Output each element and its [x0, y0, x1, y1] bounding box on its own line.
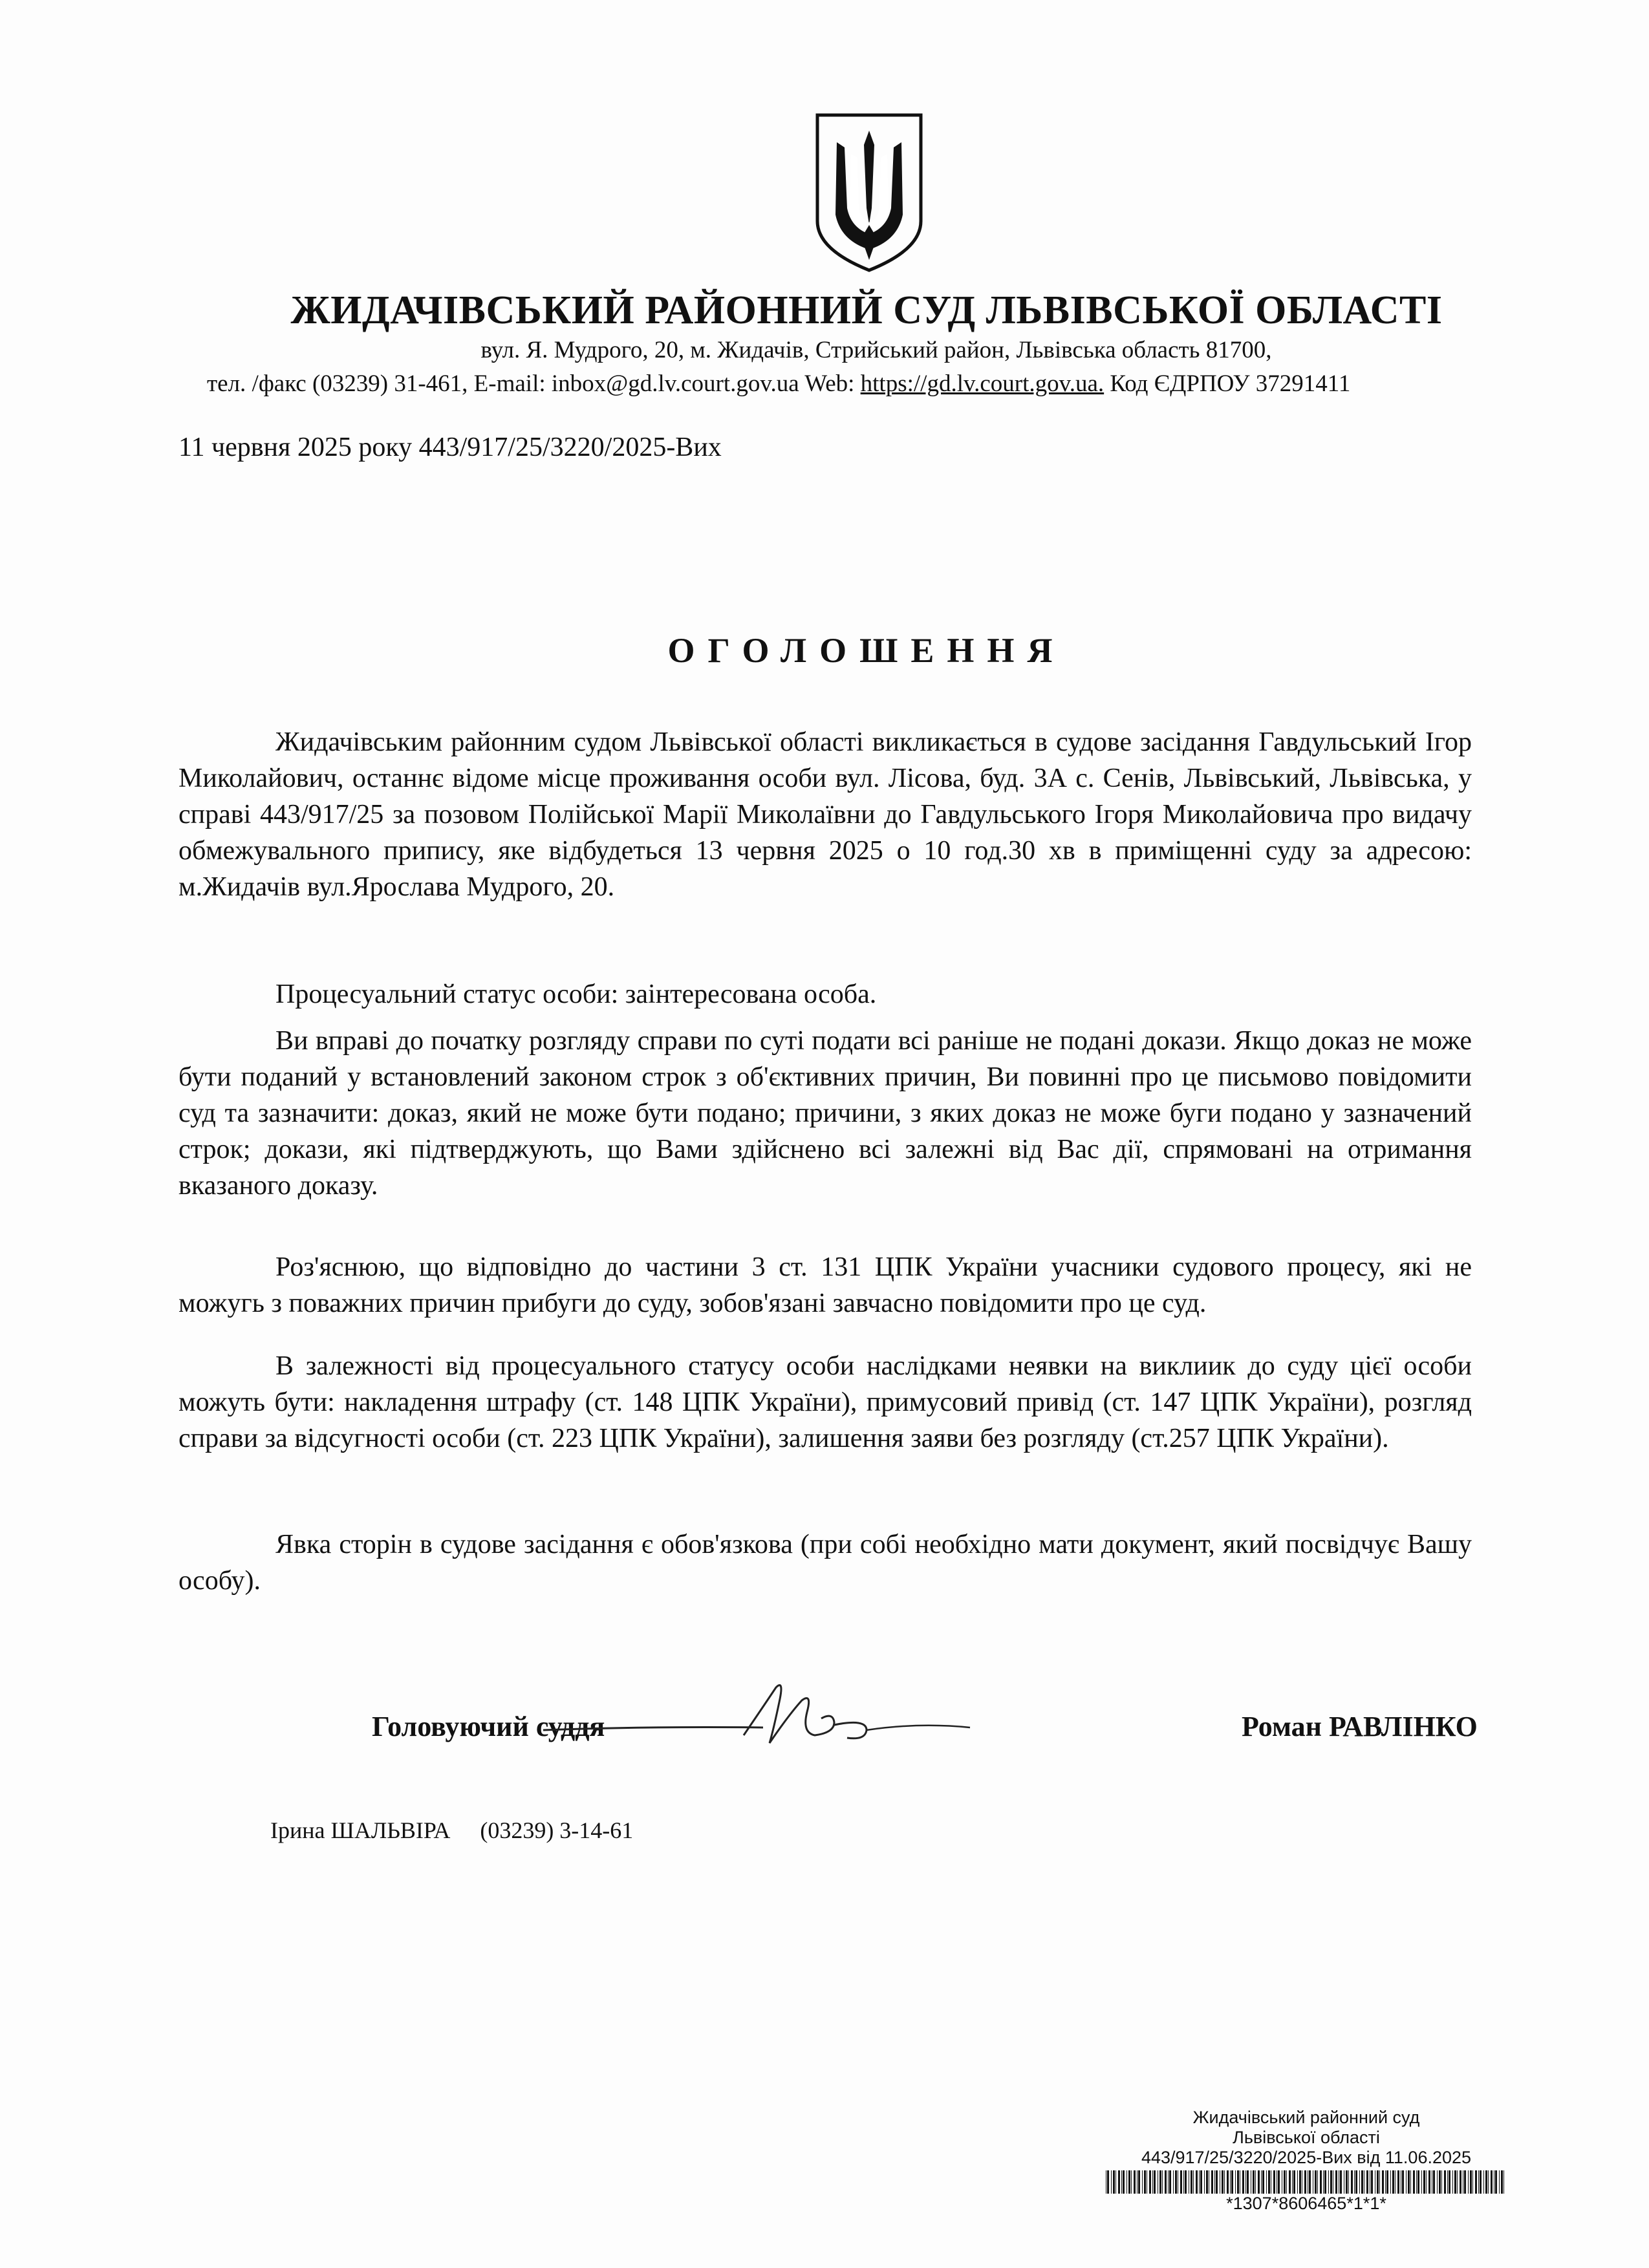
presiding-judge-label: Головуючий суддя — [372, 1711, 605, 1742]
court-contacts — [207, 370, 1350, 398]
stamp-registration-number: 443/917/25/3220/2025-Вих від 11.06.2025 — [1141, 2148, 1472, 2167]
paragraph-attendance: Явка сторін в судове засідання є обов'язкова (при собі необхідно мати документ, який посвідчує Вашу особу). — [178, 1530, 1472, 1596]
contact-phone-email: тел. /факс (03239) 31-461, E-mail: inbox@gd.lv.court.gov.ua Web: — [207, 370, 861, 397]
document-title: ОГОЛОШЕННЯ — [667, 631, 1066, 670]
paragraph-status: Процесуальний статус особи: заінтересована особа. — [275, 979, 877, 1009]
paragraph-summons: Жидачівським районним судом Львівської області викликається в судове засідання Гавдульський Ігор Миколайович, останнє відоме місце проживання особи вул. Лісова, буд. 3А с. Сенів, Львівський, Львівська, у справі 443/917/25 за позовом Полійської Марії Миколаївни до Гавдульського Ігоря Миколайовича про видачу обмежувального припису, яке відбудеться 13 червня 2025 о 10 год.30 хв в приміщенні суду за адресою: м.Жидачів вул.Ярослава Мудрого, 20. — [178, 727, 1472, 902]
paragraph-evidence: Ви вправі до початку розгляду справи по суті подати всі раніше не подані докази. Якщо доказ не може бути поданий у встановлений законом строк з об'єктивних причин, Ви повинні про це письмово повідомити суд та зазначити: доказ, який не може бути подано; причини, з яких доказ не може буги подано у зазначений строк; докази, які підтверджують, що Вами здійснено всі залежні від Вас дії, спрямовані на отримання вказаного доказу. — [178, 1026, 1472, 1201]
edrpou-code: Код ЄДРПОУ 37291411 — [1104, 370, 1351, 397]
judge-name: Роман РАВЛІНКО — [1242, 1711, 1478, 1742]
stamp-court-name: Жидачівський районний суд — [1192, 2108, 1420, 2127]
barcode-code: *1307*8606465*1*1* — [1226, 2194, 1386, 2213]
registration-stamp — [1073, 2108, 1539, 2214]
barcode — [1106, 2170, 1507, 2194]
document-date-number: 11 червня 2025 року 443/917/25/3220/2025-Вих — [178, 433, 722, 462]
court-address: вул. Я. Мудрого, 20, м. Жидачів, Стрийський район, Львівська область 81700, — [480, 337, 1272, 363]
coat-of-arms-icon — [812, 111, 926, 274]
stamp-region: Львівської області — [1233, 2128, 1380, 2147]
website-link[interactable]: https://gd.lv.court.gov.ua. — [860, 370, 1105, 397]
paragraph-consequences: В залежності від процесуального статусу особи наслідками неявки на виклиик до суду цієї особи можуть бути: накладення штрафу (ст. 148 ЦПК України), примусовий привід (ст. 147 ЦПК України), розгляд справи за відсугності особи (ст. 223 ЦПК України), залишення заяви без розгляду (ст.257 ЦПК України). — [178, 1351, 1472, 1453]
court-name: ЖИДАЧІВСЬКИЙ РАЙОННИЙ СУД ЛЬВІВСЬКОЇ ОБЛАСТІ — [290, 288, 1443, 332]
executor-phone: (03239) 3-14-61 — [480, 1817, 634, 1843]
handwritten-signature — [530, 1668, 983, 1765]
executor-name: Ірина ШАЛЬВІРА — [270, 1817, 451, 1843]
executor-info — [270, 1817, 633, 1844]
paragraph-explanation: Роз'яснюю, що відповідно до частини 3 ст. 131 ЦПК України учасники судового процесу, які не можугь з поважних причин прибуги до суду, зобов'язані завчасно повідомити про це суд. — [178, 1252, 1472, 1318]
